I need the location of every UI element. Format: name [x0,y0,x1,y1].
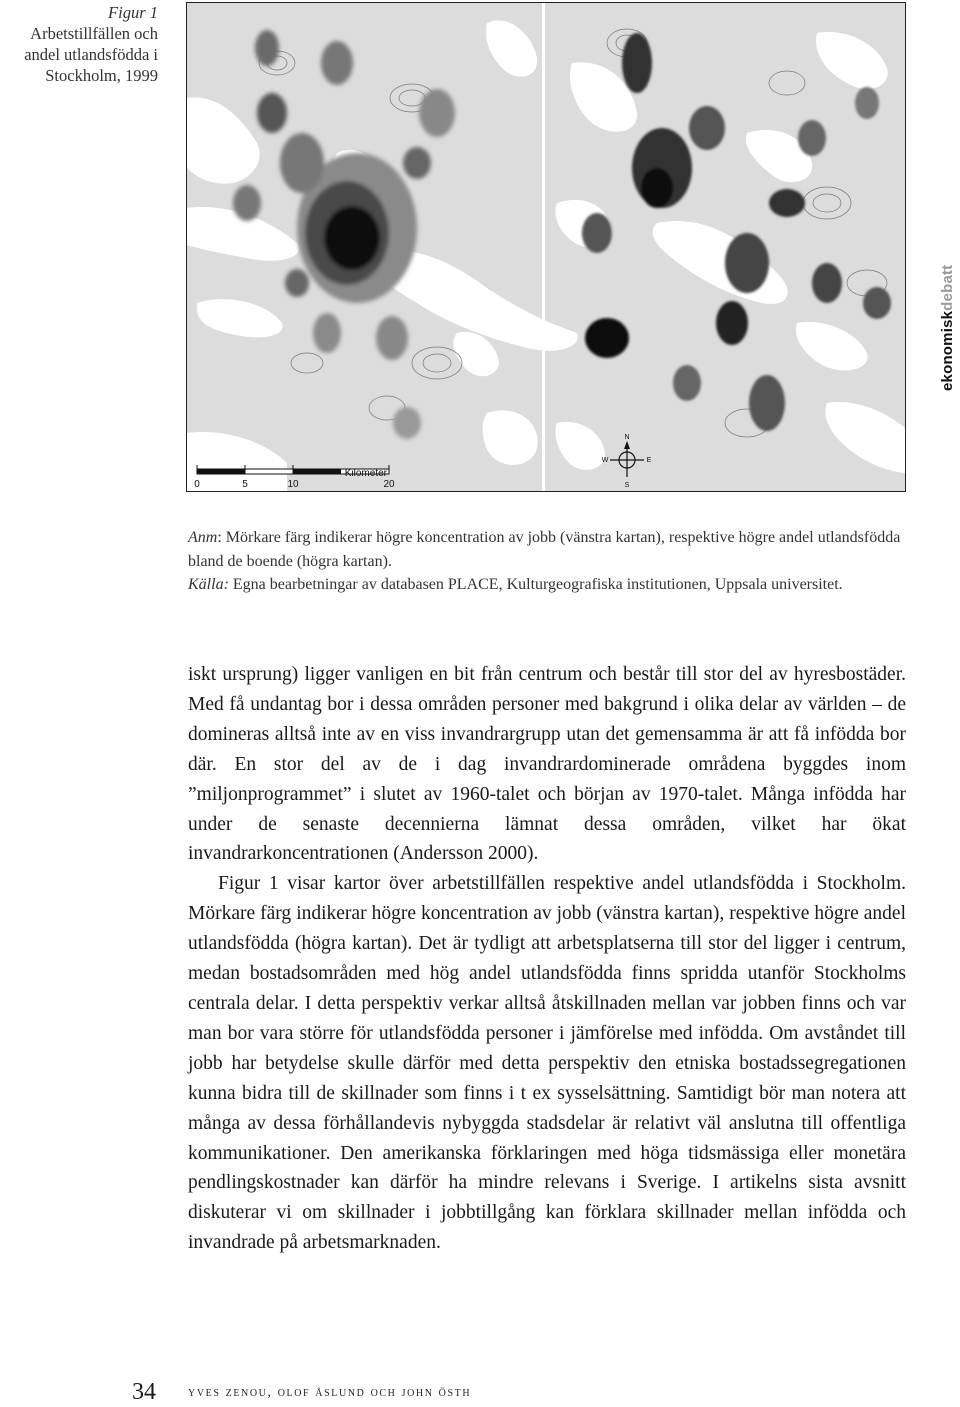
note-source-label: Källa: [188,576,229,593]
paragraph: Figur 1 visar kartor över arbetstillfällen respektive andel utlandsfödda i Stockholm. Mörkare färg indikerar högre koncentration av jobb (vänstra kartan), respektive högre andel utlandsfödda (högra kartan). Det är tydligt att arbetsplatserna till stor del ligger i centrum, medan bostadsområden med hög andel utlandsfödda finns spridda utanför Stockholms centrala delar. I detta perspektiv verkar alltså åtskillnaden mellan var jobben finns och var man bor vara större för utlandsfödda personer i jämförelse med infödda. Om avståndet till jobb har betydelse skulle därför med detta perspektiv den etniska bostadssegregationen kunna bidra till de skillnader som finns i t ex sysselsättning. Samtidigt bör man notera att många av dessa förhållandevis nybyggda stadsdelar är relativt väl anslutna till offentliga kommunikationer. Den amerikanska förklaringen med höga tidsmässiga eller monetära pendlingskostnader kan därför ha mindre relevans i Sverige. I artikelns sista avsnitt diskuterar vi om skillnader i jobbtillgång kan förklara skillnader mellan infödda och invandrade på arbetsmarknaden. [188,873,906,1254]
scale-tick: 10 [287,479,299,490]
note-source [188,573,906,597]
running-footer-authors: yves zenou, olof åslund och john östh [188,1385,472,1400]
journal-name-part1: ekonomisk [939,311,956,392]
note-source-text: Egna bearbetningar av databasen PLACE, Kulturgeografiska institutionen, Uppsala universitet. [228,576,843,593]
figure-title-line: Stockholm, 1999 [45,66,158,85]
body-text [188,660,906,1258]
scale-unit: Kilometer [344,468,387,479]
figure-title-line: andel utlandsfödda i [24,45,158,64]
journal-name-part2: debatt [939,264,956,312]
figure-label: Figur 1 [108,3,158,22]
scale-tick: 5 [242,479,248,490]
journal-side-label [936,248,960,408]
scale-tick: 20 [383,479,395,490]
maps-svg [187,3,905,491]
figure-notes [188,526,906,597]
compass-west: W [601,457,609,464]
figure-caption [0,2,158,86]
figure-title-line: Arbetstillfällen och [30,24,158,43]
note-anm-text: : Mörkare färg indikerar högre koncentration av jobb (vänstra kartan), respektive högre andel utlandsfödda bland de boende (högra kartan). [188,529,901,570]
note-anm [188,526,906,573]
note-anm-label: Anm [188,529,218,546]
compass-north: N [624,434,630,441]
compass-east: E [646,457,652,464]
compass-south: S [624,482,630,489]
figure-maps [186,2,906,492]
scale-tick: 0 [194,479,200,490]
page-number: 34 [132,1379,156,1405]
paragraph: iskt ursprung) ligger vanligen en bit från centrum och består till stor del av hyresbostäder. Med få undantag bor i dessa områden personer med bakgrund i olika delar av världen – de domineras alltså inte av en viss invandrargrupp utan det gemensamma är att få infödda bor där. En stor del av de i dag invandrardominerade områdena byggdes inom ”miljonprogrammet” i slutet av 1960-talet och början av 1970-talet. Många infödda har under de senaste decennierna lämnat dessa områden, vilket har ökat invandrarkoncentrationen (Andersson 2000). [188,664,906,865]
